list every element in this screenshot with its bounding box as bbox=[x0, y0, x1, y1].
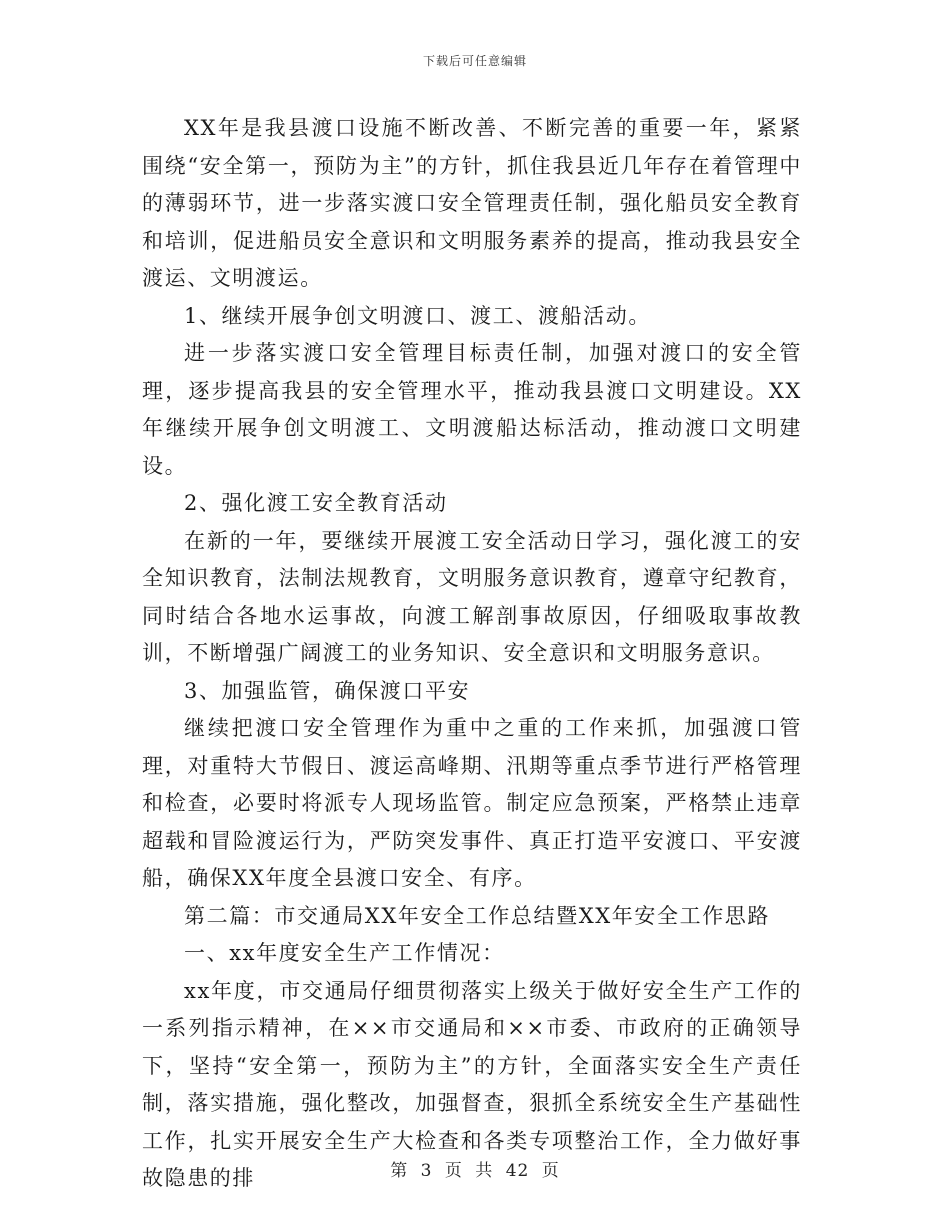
section-heading: 1、继续开展争创文明渡口、渡工、渡船活动。 bbox=[184, 303, 651, 328]
chapter-title: 第二篇：市交通局XX年安全工作总结暨XX年安全工作思路 bbox=[184, 903, 770, 928]
paragraph: 继续把渡口安全管理作为重中之重的工作来抓，加强渡口管理，对重特大节假日、渡运高峰期、汛期等重点季节进行严格管理和检查，必要时将派专人现场监管。制定应急预案，严格禁止违章超载和冒险渡运行为，严防突发事件、真正打造平安渡口、平安渡船，确保XX年度全县渡口安全、有序。 bbox=[142, 716, 802, 890]
section-heading: 2、强化渡工安全教育活动 bbox=[184, 491, 448, 515]
paragraph: XX年是我县渡口设施不断改善、不断完善的重要一年，紧紧围绕“安全第一，预防为主”的方针，抓住我县近几年存在着管理中的薄弱环节，进一步落实渡口安全管理责任制，强化船员安全教育和培训，促进船员安全意识和文明服务素养的提高，推动我县安全渡运、文明渡运。 bbox=[142, 116, 802, 290]
paragraph: 在新的一年，要继续开展渡工安全活动日学习，强化渡工的安全知识教育，法制法规教育，文明服务意识教育，遵章守纪教育，同时结合各地水运事故，向渡工解剖事故原因，仔细吸取事故教训，不断增强广阔渡工的业务知识、安全意识和文明服务意识。 bbox=[142, 528, 802, 665]
page-footer: 第 3 页 共 42 页 bbox=[390, 1161, 560, 1181]
document-body bbox=[142, 110, 802, 1198]
paragraph: 进一步落实渡口安全管理目标责任制，加强对渡口的安全管理，逐步提高我县的安全管理水平，推动我县渡口文明建设。XX年继续开展争创文明渡工、文明渡船达标活动，推动渡口文明建设。 bbox=[142, 341, 802, 478]
section-heading: 3、加强监管，确保渡口平安 bbox=[184, 678, 471, 703]
paragraph: xx年度，市交通局仔细贯彻落实上级关于做好安全生产工作的一系列指示精神，在××市交通局和××市委、市政府的正确领导下，坚持“安全第一，预防为主”的方针，全面落实安全生产责任制，落实措施，强化整改，加强督查，狠抓全系统安全生产基础性工作，扎实开展安全生产大检查和各类专项整治工作，全力做好事故隐患的排 bbox=[142, 978, 802, 1190]
page-header: 下载后可任意编辑 bbox=[422, 54, 527, 68]
section-heading: 一、xx年度安全生产工作情况： bbox=[184, 941, 505, 965]
